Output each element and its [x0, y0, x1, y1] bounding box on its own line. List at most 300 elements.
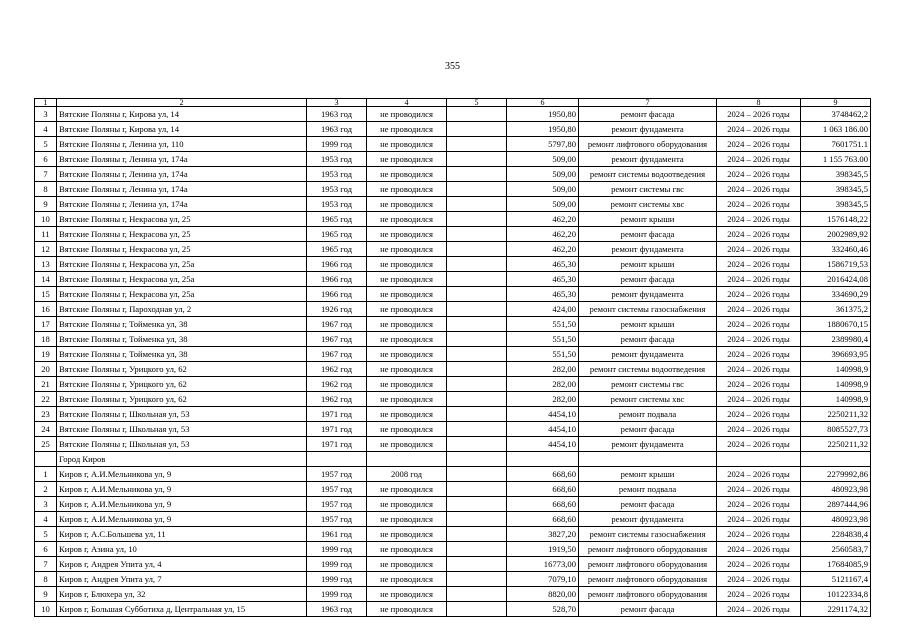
year-built-cell: 1953 год	[307, 197, 367, 212]
cost-cell: 2002989,92	[801, 227, 871, 242]
table-row	[35, 497, 871, 512]
last-repair-cell: не проводился	[367, 317, 447, 332]
address-cell: Вятские Поляны г, Урицкого ул, 62	[57, 362, 307, 377]
table-row	[35, 392, 871, 407]
area-cell: 462,20	[507, 242, 579, 257]
table-row	[35, 587, 871, 602]
cost-cell: 7601751.1	[801, 137, 871, 152]
period-cell: 2024 – 2026 годы	[717, 227, 801, 242]
area-cell: 8820,00	[507, 587, 579, 602]
period-cell: 2024 – 2026 годы	[717, 257, 801, 272]
address-cell: Киров г, Андрея Упита ул, 7	[57, 572, 307, 587]
period-cell: 2024 – 2026 годы	[717, 347, 801, 362]
table-row	[35, 572, 871, 587]
period-cell: 2024 – 2026 годы	[717, 407, 801, 422]
empty-cell	[447, 587, 507, 602]
last-repair-cell: не проводился	[367, 377, 447, 392]
cost-cell: 1 155 763.00	[801, 152, 871, 167]
empty-cell	[447, 227, 507, 242]
period-cell: 2024 – 2026 годы	[717, 362, 801, 377]
row-number-cell: 23	[35, 407, 57, 422]
cost-cell: 3748462,2	[801, 107, 871, 122]
cost-cell: 140998,9	[801, 362, 871, 377]
last-repair-cell: не проводился	[367, 167, 447, 182]
table-row	[35, 107, 871, 122]
row-number-cell: 5	[35, 137, 57, 152]
row-number-cell: 8	[35, 182, 57, 197]
last-repair-cell: не проводился	[367, 257, 447, 272]
last-repair-cell: не проводился	[367, 227, 447, 242]
column-number-header: 1	[35, 99, 57, 107]
row-number-cell: 17	[35, 317, 57, 332]
cost-cell: 2291174,32	[801, 602, 871, 617]
period-cell: 2024 – 2026 годы	[717, 602, 801, 617]
year-built-cell: 1957 год	[307, 482, 367, 497]
address-cell: Вятские Поляны г, Некрасова ул, 25	[57, 242, 307, 257]
work-type-cell: ремонт лифтового оборудования	[579, 587, 717, 602]
work-type-cell: ремонт системы хвс	[579, 392, 717, 407]
table-row	[35, 407, 871, 422]
last-repair-cell: не проводился	[367, 137, 447, 152]
empty-cell	[447, 152, 507, 167]
period-cell: 2024 – 2026 годы	[717, 467, 801, 482]
address-cell: Вятские Поляны г, Тойменка ул, 38	[57, 317, 307, 332]
period-cell: 2024 – 2026 годы	[717, 332, 801, 347]
period-cell: 2024 – 2026 годы	[717, 497, 801, 512]
cost-cell: 2560583,7	[801, 542, 871, 557]
last-repair-cell: не проводился	[367, 602, 447, 617]
last-repair-cell: не проводился	[367, 407, 447, 422]
period-cell: 2024 – 2026 годы	[717, 527, 801, 542]
address-cell: Вятские Поляны г, Кирова ул, 14	[57, 122, 307, 137]
row-number-cell: 21	[35, 377, 57, 392]
cost-cell: 1 063 186.00	[801, 122, 871, 137]
work-type-cell: ремонт системы газоснабжения	[579, 302, 717, 317]
cost-cell: 332460,46	[801, 242, 871, 257]
empty-cell	[447, 377, 507, 392]
cost-cell: 140998,9	[801, 377, 871, 392]
year-built-cell: 1962 год	[307, 377, 367, 392]
period-cell: 2024 – 2026 годы	[717, 137, 801, 152]
empty-cell	[447, 512, 507, 527]
empty-cell	[447, 317, 507, 332]
year-built-cell: 1965 год	[307, 212, 367, 227]
table-row	[35, 377, 871, 392]
cost-cell: 2389980,4	[801, 332, 871, 347]
row-number-cell: 8	[35, 572, 57, 587]
row-number-cell: 14	[35, 272, 57, 287]
table-row	[35, 512, 871, 527]
row-number-cell: 3	[35, 497, 57, 512]
area-cell: 1950,80	[507, 107, 579, 122]
table-row	[35, 557, 871, 572]
empty-cell	[447, 572, 507, 587]
last-repair-cell: не проводился	[367, 497, 447, 512]
work-type-cell: ремонт фундамента	[579, 347, 717, 362]
work-type-cell: ремонт фундамента	[579, 437, 717, 452]
period-cell: 2024 – 2026 годы	[717, 152, 801, 167]
empty-cell	[447, 497, 507, 512]
area-cell: 462,20	[507, 212, 579, 227]
area-cell: 668,60	[507, 497, 579, 512]
last-repair-cell: не проводился	[367, 527, 447, 542]
row-number-cell: 10	[35, 602, 57, 617]
cost-cell: 2284838,4	[801, 527, 871, 542]
empty-cell	[447, 482, 507, 497]
cost-cell	[801, 452, 871, 467]
address-cell: Вятские Поляны г, Школьная ул, 53	[57, 437, 307, 452]
column-number-header-row	[35, 99, 871, 107]
period-cell: 2024 – 2026 годы	[717, 542, 801, 557]
work-type-cell: ремонт фасада	[579, 272, 717, 287]
table-row	[35, 527, 871, 542]
year-built-cell	[307, 452, 367, 467]
period-cell: 2024 – 2026 годы	[717, 167, 801, 182]
last-repair-cell: не проводился	[367, 572, 447, 587]
address-cell: Вятские Поляны г, Ленина ул, 174а	[57, 152, 307, 167]
last-repair-cell: не проводился	[367, 392, 447, 407]
empty-cell	[447, 257, 507, 272]
period-cell: 2024 – 2026 годы	[717, 377, 801, 392]
column-number-header: 9	[801, 99, 871, 107]
table-row	[35, 602, 871, 617]
last-repair-cell: не проводился	[367, 122, 447, 137]
cost-cell: 1880670,15	[801, 317, 871, 332]
table-row	[35, 152, 871, 167]
table-row	[35, 212, 871, 227]
row-number-cell: 7	[35, 557, 57, 572]
area-cell: 509,00	[507, 197, 579, 212]
table-row	[35, 422, 871, 437]
address-cell: Вятские Поляны г, Ленина ул, 174а	[57, 182, 307, 197]
section-row	[35, 452, 871, 467]
work-type-cell: ремонт лифтового оборудования	[579, 557, 717, 572]
column-number-header: 6	[507, 99, 579, 107]
table-row	[35, 467, 871, 482]
capital-repair-table	[34, 98, 871, 617]
area-cell: 462,20	[507, 227, 579, 242]
area-cell: 282,00	[507, 362, 579, 377]
address-cell: Киров г, А.И.Мельникова ул, 9	[57, 497, 307, 512]
empty-cell	[447, 242, 507, 257]
address-cell: Вятские Поляны г, Тойменка ул, 38	[57, 332, 307, 347]
table-row	[35, 257, 871, 272]
cost-cell: 398345,5	[801, 167, 871, 182]
empty-cell	[447, 347, 507, 362]
work-type-cell: ремонт подвала	[579, 407, 717, 422]
cost-cell: 5121167,4	[801, 572, 871, 587]
cost-cell: 140998,9	[801, 392, 871, 407]
area-cell: 551,50	[507, 332, 579, 347]
empty-cell	[447, 542, 507, 557]
address-cell: Вятские Поляны г, Некрасова ул, 25а	[57, 257, 307, 272]
empty-cell	[447, 287, 507, 302]
column-number-header: 3	[307, 99, 367, 107]
empty-cell	[447, 527, 507, 542]
year-built-cell: 1957 год	[307, 467, 367, 482]
empty-cell	[447, 137, 507, 152]
work-type-cell: ремонт крыши	[579, 257, 717, 272]
period-cell: 2024 – 2026 годы	[717, 317, 801, 332]
period-cell: 2024 – 2026 годы	[717, 392, 801, 407]
last-repair-cell: не проводился	[367, 107, 447, 122]
empty-cell	[447, 107, 507, 122]
address-cell: Киров г, Азина ул, 10	[57, 542, 307, 557]
row-number-cell: 7	[35, 167, 57, 182]
area-cell: 16773,00	[507, 557, 579, 572]
table-row	[35, 197, 871, 212]
period-cell: 2024 – 2026 годы	[717, 437, 801, 452]
period-cell: 2024 – 2026 годы	[717, 107, 801, 122]
row-number-cell: 11	[35, 227, 57, 242]
area-cell: 5797,80	[507, 137, 579, 152]
table-row	[35, 317, 871, 332]
empty-cell	[447, 122, 507, 137]
row-number-cell: 25	[35, 437, 57, 452]
empty-cell	[447, 167, 507, 182]
page-number: 355	[445, 61, 460, 72]
column-number-header: 7	[579, 99, 717, 107]
year-built-cell: 1962 год	[307, 392, 367, 407]
area-cell: 424,00	[507, 302, 579, 317]
last-repair-cell: не проводился	[367, 587, 447, 602]
area-cell: 282,00	[507, 392, 579, 407]
work-type-cell: ремонт фундамента	[579, 287, 717, 302]
address-cell: Киров г, А.С.Большева ул, 11	[57, 527, 307, 542]
year-built-cell: 1962 год	[307, 362, 367, 377]
column-number-header: 5	[447, 99, 507, 107]
area-cell: 509,00	[507, 167, 579, 182]
table-row	[35, 272, 871, 287]
work-type-cell	[579, 452, 717, 467]
row-number-cell: 6	[35, 152, 57, 167]
table-row	[35, 482, 871, 497]
cost-cell: 8085527,73	[801, 422, 871, 437]
work-type-cell: ремонт фундамента	[579, 242, 717, 257]
last-repair-cell: не проводился	[367, 212, 447, 227]
work-type-cell: ремонт фундамента	[579, 152, 717, 167]
last-repair-cell: 2008 год	[367, 467, 447, 482]
area-cell: 668,60	[507, 512, 579, 527]
period-cell: 2024 – 2026 годы	[717, 182, 801, 197]
work-type-cell: ремонт лифтового оборудования	[579, 572, 717, 587]
period-cell: 2024 – 2026 годы	[717, 122, 801, 137]
area-cell: 3827,20	[507, 527, 579, 542]
year-built-cell: 1957 год	[307, 497, 367, 512]
row-number-cell: 18	[35, 332, 57, 347]
cost-cell: 334690,29	[801, 287, 871, 302]
cost-cell: 1586719,53	[801, 257, 871, 272]
area-cell: 465,30	[507, 287, 579, 302]
empty-cell	[447, 392, 507, 407]
area-cell: 551,50	[507, 317, 579, 332]
year-built-cell: 1967 год	[307, 317, 367, 332]
period-cell: 2024 – 2026 годы	[717, 482, 801, 497]
work-type-cell: ремонт фасада	[579, 422, 717, 437]
row-number-cell: 12	[35, 242, 57, 257]
empty-cell	[447, 407, 507, 422]
row-number-cell: 1	[35, 467, 57, 482]
year-built-cell: 1967 год	[307, 347, 367, 362]
year-built-cell: 1999 год	[307, 542, 367, 557]
year-built-cell: 1963 год	[307, 107, 367, 122]
area-cell: 528,70	[507, 602, 579, 617]
empty-cell	[447, 302, 507, 317]
row-number-cell: 20	[35, 362, 57, 377]
area-cell: 1919,50	[507, 542, 579, 557]
work-type-cell: ремонт системы газоснабжения	[579, 527, 717, 542]
row-number-cell: 3	[35, 107, 57, 122]
year-built-cell: 1967 год	[307, 332, 367, 347]
period-cell: 2024 – 2026 годы	[717, 422, 801, 437]
year-built-cell: 1961 год	[307, 527, 367, 542]
cost-cell: 2250211,32	[801, 407, 871, 422]
empty-cell	[447, 437, 507, 452]
year-built-cell: 1963 год	[307, 602, 367, 617]
area-cell: 668,60	[507, 482, 579, 497]
work-type-cell: ремонт лифтового оборудования	[579, 542, 717, 557]
column-number-header: 2	[57, 99, 307, 107]
row-number-cell: 13	[35, 257, 57, 272]
empty-cell	[447, 467, 507, 482]
cost-cell: 480923,98	[801, 512, 871, 527]
table-row	[35, 167, 871, 182]
work-type-cell: ремонт фасада	[579, 227, 717, 242]
area-cell	[507, 452, 579, 467]
work-type-cell: ремонт фасада	[579, 602, 717, 617]
table-row	[35, 302, 871, 317]
address-cell: Вятские Поляны г, Ленина ул, 174а	[57, 197, 307, 212]
period-cell: 2024 – 2026 годы	[717, 557, 801, 572]
column-number-header: 4	[367, 99, 447, 107]
table-row	[35, 122, 871, 137]
cost-cell: 480923,98	[801, 482, 871, 497]
period-cell: 2024 – 2026 годы	[717, 242, 801, 257]
last-repair-cell	[367, 452, 447, 467]
address-cell: Вятские Поляны г, Урицкого ул, 62	[57, 392, 307, 407]
empty-cell	[447, 332, 507, 347]
address-cell: Вятские Поляны г, Некрасова ул, 25а	[57, 287, 307, 302]
address-cell: Киров г, А.И.Мельникова ул, 9	[57, 467, 307, 482]
area-cell: 509,00	[507, 182, 579, 197]
last-repair-cell: не проводился	[367, 287, 447, 302]
area-cell: 668,60	[507, 467, 579, 482]
address-cell: Вятские Поляны г, Урицкого ул, 62	[57, 377, 307, 392]
table-row	[35, 347, 871, 362]
empty-cell	[447, 212, 507, 227]
last-repair-cell: не проводился	[367, 272, 447, 287]
last-repair-cell: не проводился	[367, 332, 447, 347]
area-cell: 4454,10	[507, 407, 579, 422]
row-number-cell: 22	[35, 392, 57, 407]
row-number-cell: 10	[35, 212, 57, 227]
work-type-cell: ремонт фасада	[579, 497, 717, 512]
cost-cell: 398345,5	[801, 182, 871, 197]
area-cell: 4454,10	[507, 422, 579, 437]
last-repair-cell: не проводился	[367, 422, 447, 437]
cost-cell: 396693,95	[801, 347, 871, 362]
work-type-cell: ремонт крыши	[579, 467, 717, 482]
year-built-cell: 1953 год	[307, 182, 367, 197]
address-cell: Вятские Поляны г, Некрасова ул, 25	[57, 227, 307, 242]
row-number-cell: 9	[35, 197, 57, 212]
cost-cell: 361375,2	[801, 302, 871, 317]
period-cell	[717, 452, 801, 467]
year-built-cell: 1966 год	[307, 257, 367, 272]
address-cell: Киров г, Блюхера ул, 32	[57, 587, 307, 602]
work-type-cell: ремонт крыши	[579, 317, 717, 332]
address-cell: Вятские Поляны г, Некрасова ул, 25	[57, 212, 307, 227]
year-built-cell: 1999 год	[307, 587, 367, 602]
area-cell: 465,30	[507, 272, 579, 287]
year-built-cell: 1971 год	[307, 407, 367, 422]
cost-cell: 2016424,08	[801, 272, 871, 287]
year-built-cell: 1965 год	[307, 242, 367, 257]
row-number-cell	[35, 452, 57, 467]
cost-cell: 2250211,32	[801, 437, 871, 452]
row-number-cell: 9	[35, 587, 57, 602]
empty-cell	[447, 182, 507, 197]
period-cell: 2024 – 2026 годы	[717, 302, 801, 317]
row-number-cell: 16	[35, 302, 57, 317]
area-cell: 4454,10	[507, 437, 579, 452]
address-cell: Киров г, Андрея Упита ул, 4	[57, 557, 307, 572]
empty-cell	[447, 197, 507, 212]
table-row	[35, 242, 871, 257]
address-cell: Вятские Поляны г, Школьная ул, 53	[57, 407, 307, 422]
year-built-cell: 1957 год	[307, 512, 367, 527]
empty-cell	[447, 422, 507, 437]
period-cell: 2024 – 2026 годы	[717, 272, 801, 287]
last-repair-cell: не проводился	[367, 512, 447, 527]
last-repair-cell: не проводился	[367, 302, 447, 317]
work-type-cell: ремонт системы хвс	[579, 197, 717, 212]
table-row	[35, 542, 871, 557]
row-number-cell: 4	[35, 512, 57, 527]
address-cell: Вятские Поляны г, Пароходная ул, 2	[57, 302, 307, 317]
table-row	[35, 332, 871, 347]
year-built-cell: 1965 год	[307, 227, 367, 242]
row-number-cell: 15	[35, 287, 57, 302]
work-type-cell: ремонт фасада	[579, 107, 717, 122]
table-row	[35, 437, 871, 452]
last-repair-cell: не проводился	[367, 437, 447, 452]
cost-cell: 398345,5	[801, 197, 871, 212]
last-repair-cell: не проводился	[367, 182, 447, 197]
address-cell: Вятские Поляны г, Кирова ул, 14	[57, 107, 307, 122]
cost-cell: 2279992,86	[801, 467, 871, 482]
address-cell: Киров г, А.И.Мельникова ул, 9	[57, 512, 307, 527]
last-repair-cell: не проводился	[367, 347, 447, 362]
area-cell: 1950,80	[507, 122, 579, 137]
year-built-cell: 1999 год	[307, 137, 367, 152]
cost-cell: 1576148,22	[801, 212, 871, 227]
last-repair-cell: не проводился	[367, 557, 447, 572]
address-cell: Вятские Поляны г, Некрасова ул, 25а	[57, 272, 307, 287]
table-row	[35, 182, 871, 197]
row-number-cell: 2	[35, 482, 57, 497]
work-type-cell: ремонт лифтового оборудования	[579, 137, 717, 152]
work-type-cell: ремонт системы водоотведения	[579, 167, 717, 182]
work-type-cell: ремонт фундамента	[579, 122, 717, 137]
empty-cell	[447, 362, 507, 377]
work-type-cell: ремонт системы гвс	[579, 182, 717, 197]
last-repair-cell: не проводился	[367, 197, 447, 212]
work-type-cell: ремонт фундамента	[579, 512, 717, 527]
year-built-cell: 1966 год	[307, 287, 367, 302]
year-built-cell: 1953 год	[307, 152, 367, 167]
period-cell: 2024 – 2026 годы	[717, 287, 801, 302]
